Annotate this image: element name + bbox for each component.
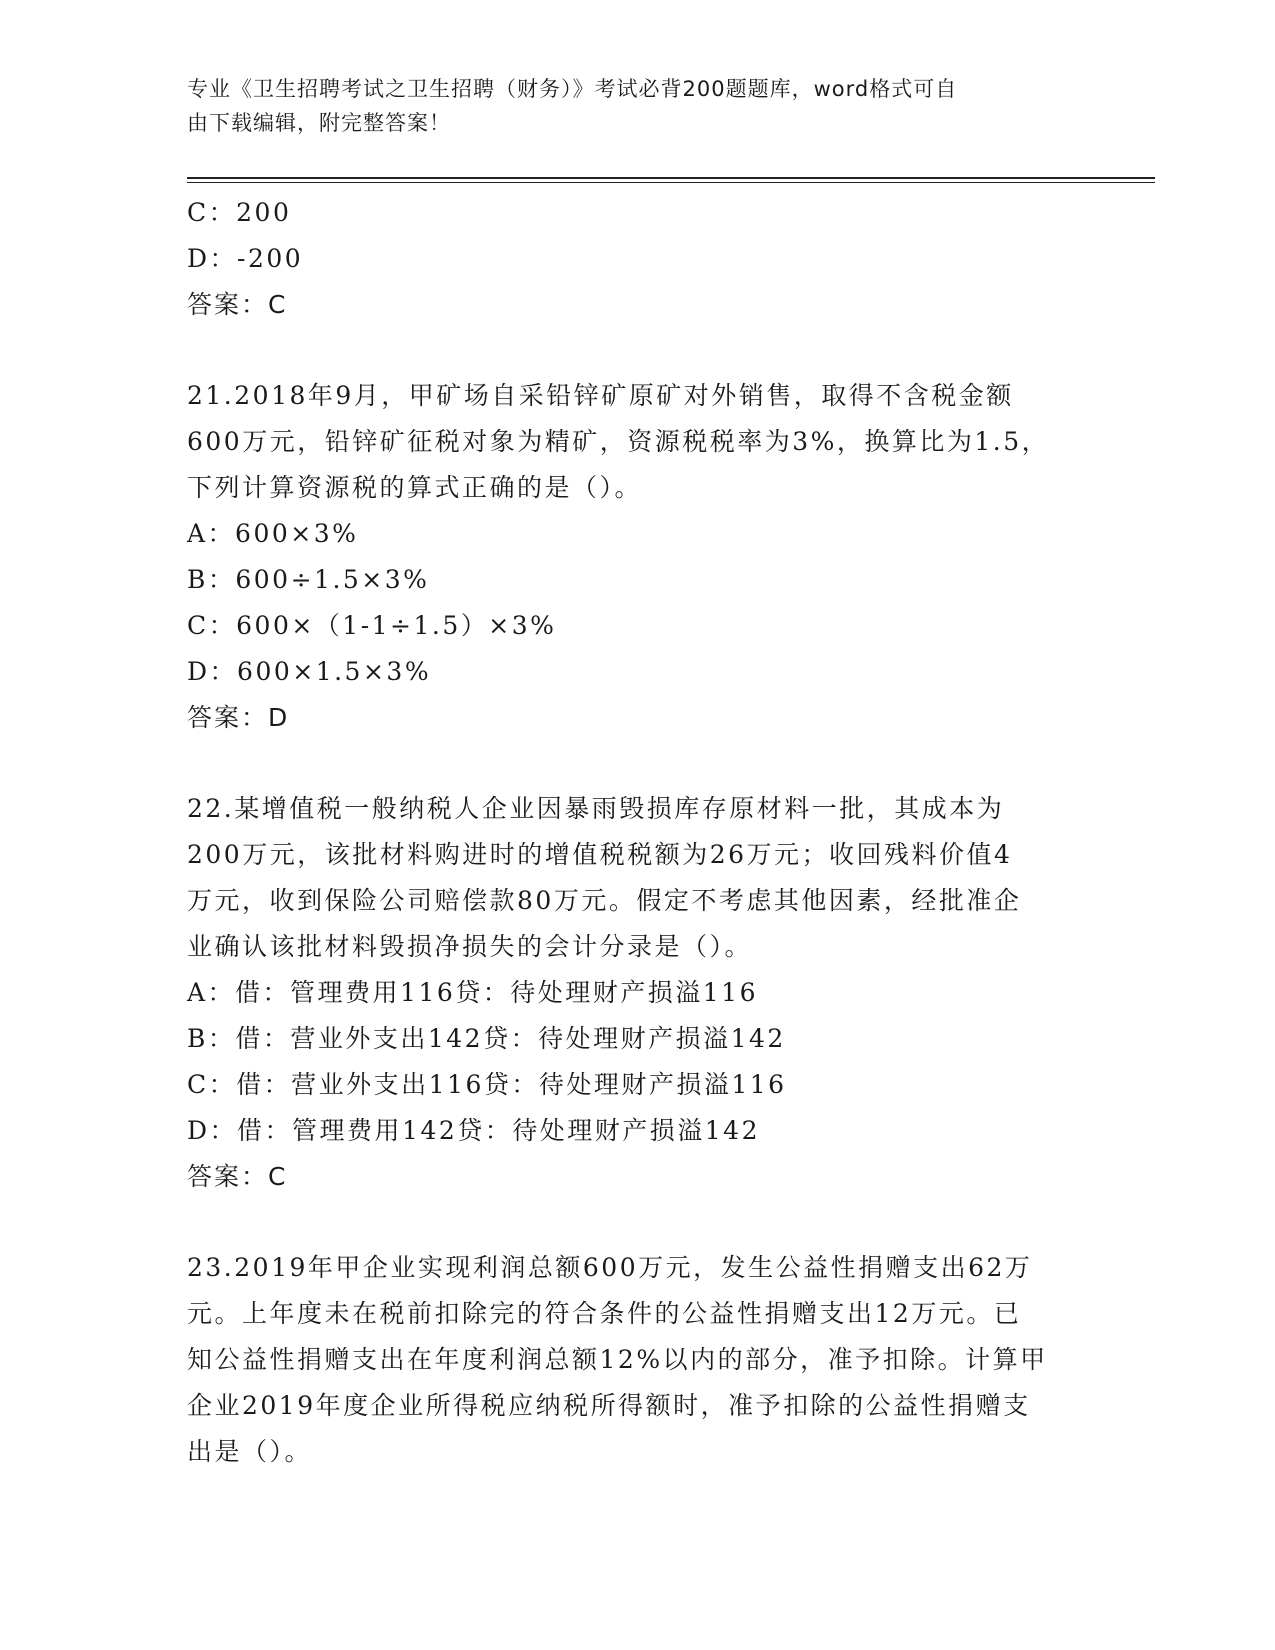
option-d: D：-200 xyxy=(187,244,304,273)
answer: 答案：C xyxy=(187,290,288,319)
question-stem-line: 出是（）。 xyxy=(187,1437,313,1466)
question-stem-line: 知公益性捐赠支出在年度利润总额12%以内的部分，准予扣除。计算甲 xyxy=(187,1345,1048,1374)
option-a: A：借：管理费用116贷：待处理财产损溢116 xyxy=(187,978,758,1007)
question-stem-line: 元。上年度未在税前扣除完的符合条件的公益性捐赠支出12万元。已 xyxy=(187,1299,1022,1328)
question-20-tail xyxy=(187,190,1087,328)
answer: 答案：D xyxy=(187,703,290,732)
document-header xyxy=(187,72,1067,140)
option-c: C：200 xyxy=(187,198,292,227)
option-b: B：600÷1.5×3% xyxy=(187,565,430,594)
header-rule-thin xyxy=(187,182,1155,183)
question-stem-line: 企业2019年度企业所得税应纳税所得额时，准予扣除的公益性捐赠支 xyxy=(187,1391,1031,1420)
question-stem-line: 21.2018年9月，甲矿场自采铅锌矿原矿对外销售，取得不含税金额 xyxy=(187,381,1014,410)
option-c: C：600×（1-1÷1.5）×3% xyxy=(187,611,557,640)
question-stem-line: 下列计算资源税的算式正确的是（）。 xyxy=(187,473,643,502)
question-stem-line: 22.某增值税一般纳税人企业因暴雨毁损库存原材料一批，其成本为 xyxy=(187,794,1005,823)
header-line-2: 由下载编辑，附完整答案！ xyxy=(187,111,451,135)
header-line-1: 专业《卫生招聘考试之卫生招聘（财务）》考试必背200题题库，word格式可自 xyxy=(187,77,958,101)
question-23 xyxy=(187,1245,1087,1475)
option-c: C：借：营业外支出116贷：待处理财产损溢116 xyxy=(187,1070,787,1099)
option-a: A：600×3% xyxy=(187,519,359,548)
header-rule-thick xyxy=(187,177,1155,179)
question-21 xyxy=(187,373,1087,741)
answer: 答案：C xyxy=(187,1162,288,1191)
question-stem-line: 600万元，铅锌矿征税对象为精矿，资源税税率为3%，换算比为1.5， xyxy=(187,427,1050,456)
question-stem-line: 23.2019年甲企业实现利润总额600万元，发生公益性捐赠支出62万 xyxy=(187,1253,1033,1282)
option-d: D：借：管理费用142贷：待处理财产损溢142 xyxy=(187,1116,760,1145)
document-body xyxy=(187,190,1087,1475)
option-d: D：600×1.5×3% xyxy=(187,657,432,686)
question-22 xyxy=(187,786,1087,1200)
question-stem-line: 业确认该批材料毁损净损失的会计分录是（）。 xyxy=(187,932,753,961)
question-stem-line: 200万元，该批材料购进时的增值税税额为26万元；收回残料价值4 xyxy=(187,840,1013,869)
question-stem-line: 万元，收到保险公司赔偿款80万元。假定不考虑其他因素，经批准企 xyxy=(187,886,1022,915)
option-b: B：借：营业外支出142贷：待处理财产损溢142 xyxy=(187,1024,786,1053)
